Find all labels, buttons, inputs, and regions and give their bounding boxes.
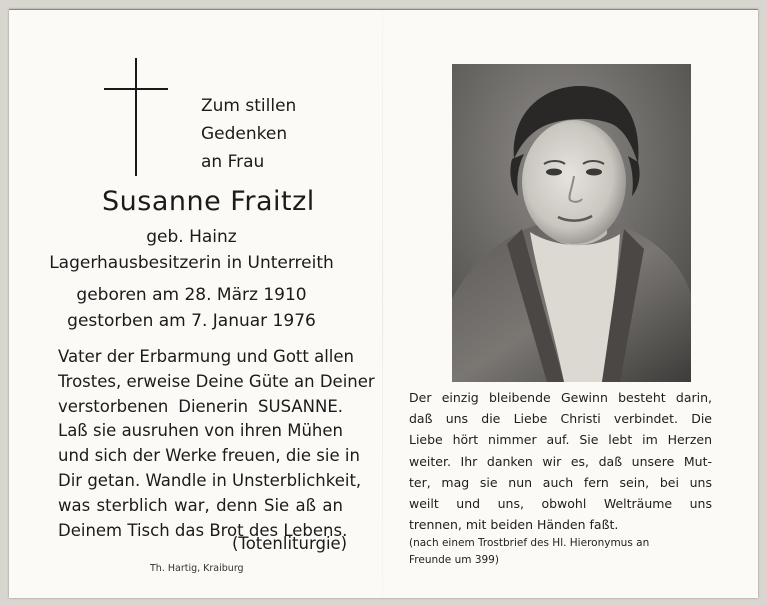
prayer-source: (Totenliturgie) [232,534,348,553]
prayer-line: Vater der Erbarmung und Gott allen [58,347,355,366]
death-date: gestorben am 7. Januar 1976 [67,311,316,331]
portrait-photo [452,64,691,382]
quote-source-line: Freunde um 399) [409,554,499,566]
deceased-name: Susanne Fraitzl [102,186,315,217]
occupation: Lagerhausbesitzerin in Unterreith [49,253,334,273]
quote-line: ter, mag sie nun auch fern sein, bei uns [409,474,712,490]
quote-line: trennen, mit beiden Händen faßt. [409,517,619,533]
prayer-line: und sich der Werke freuen, die sie in [58,446,360,466]
quote-line: weilt und uns, obwohl Welträume uns [409,496,712,512]
maiden-name: geb. Hainz [146,227,237,247]
birth-date: geboren am 28. März 1910 [76,285,307,305]
quote-line: Der einzig bleibende Gewinn besteht darin, [409,390,712,405]
quote-line: Liebe hört nimmer auf. Sie lebt im Herzen [409,432,712,448]
intro-line-1: Zum stillen [201,96,297,116]
intro-line-3: an Frau [201,152,265,172]
cross-icon-bar [104,88,168,90]
quote-line: weiter. Ihr danken wir es, daß unsere Mut- [409,453,712,469]
prayer-line: Laß sie ausruhen von ihren Mühen [58,421,343,441]
prayer-line: Trostes, erweise Deine Güte an Deiner [58,371,375,391]
prayer-line: Dir getan. Wandle in Unsterblichkeit, [58,470,362,490]
quote-line: daß uns die Liebe Christi verbindet. Die [409,411,712,427]
prayer-line: Deinem Tisch das Brot des Lebens. [58,520,348,540]
prayer-line: verstorbenen Dienerin SUSANNE. [58,396,343,416]
quote-source-line: (nach einem Trostbrief des Hl. Hieronymus an [409,537,650,549]
cross-icon [135,58,137,176]
quote-source [409,535,709,569]
prayer-text [58,345,375,543]
printer-credit: Th. Hartig, Kraiburg [150,563,244,574]
intro-line-2: Gedenken [201,124,288,144]
portrait-image [452,64,691,382]
consolation-quote [409,387,712,535]
prayer-line: was sterblich war, denn Sie aß an [58,495,343,515]
